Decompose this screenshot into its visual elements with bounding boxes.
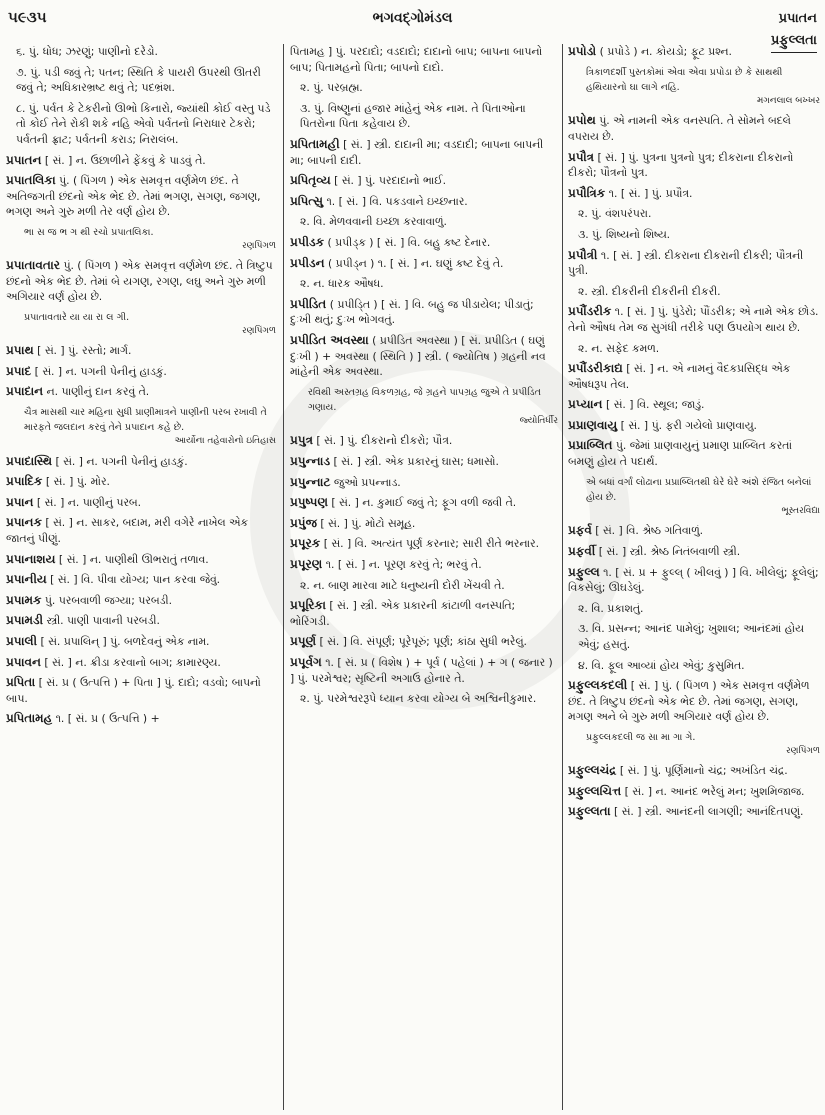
dictionary-entry (6, 153, 276, 169)
entry-definition: [ સં. ] પું. ( પિંગળ ) એક સમવૃત્ત વર્ણમેળ છંદ. તે ત્રિષ્ટુપ છંદનો એક ભેદ છે. તેમાં જગણ, સગણ, મગણ અને બે ગુરુ મળી અગિયાર વર્ણ હોય છે. (568, 679, 810, 724)
entry-headword: પ્રપાવન (6, 654, 41, 669)
entry-definition: ૧. [ સં. ] સ્ત્રી. દીકરાના દીકરાની દીકરી; પૌત્રની પુત્રી. (568, 248, 804, 278)
dictionary-entry (290, 634, 558, 650)
entry-definition: [ સં. ] પું. પરદાદાનો ભાઈ. (334, 174, 447, 188)
entry-definition: [ સં. ] સ્ત્રી. શ્રેષ્ઠ નિતંબવાળી સ્ત્રી. (598, 545, 741, 559)
entry-headword: પ્રપાથ (6, 343, 34, 358)
entry-headword: પ્રપુત્ર (290, 433, 313, 448)
entry-source: ભૂસ્તરવિદ્યા (781, 505, 820, 516)
entry-headword: પ્રપાનીય (6, 572, 47, 587)
entry-definition: ૧. [ સં. ] પું. પુંડેરો; પૌંડરીક; એ નામે એક છોડ. તેનો ઔષધ તેમ જ સુગંધી તરીકે પણ ઉપયોગ થાય છે. (568, 305, 819, 334)
dictionary-entry (568, 227, 820, 243)
entry-definition: ( પ્રપીડ્ક ) [ સં. ] વિ. બહુ કષ્ટ દેનાર. (327, 235, 491, 249)
dictionary-entry (6, 613, 276, 629)
entry-source: રણપિંગળ (242, 325, 276, 336)
dictionary-entry (568, 763, 820, 779)
entry-definition: [ સં. ] ન. કુમાઈ જવું તે; ફૂગ વળી જવી તે. (331, 496, 517, 510)
dictionary-entry (568, 44, 820, 60)
entry-definition: [ સં. ] ન. પાણીથી ઊભરાતું તળાવ. (58, 552, 209, 566)
entry-headword: પ્રપુન્નાડ (290, 454, 331, 469)
dictionary-entry (568, 113, 820, 144)
dictionary-entry (290, 333, 558, 380)
dictionary-entry (568, 804, 820, 820)
dictionary-entry (568, 186, 820, 202)
entry-headword: પ્રપાદ (6, 363, 32, 378)
dictionary-entry (290, 137, 558, 168)
entry-definition: ન. પાણીનું દાન કરવું તે. (46, 385, 150, 399)
dictionary-entry (568, 544, 820, 560)
page-title: ભગવદ્ગોમંડલ (372, 10, 453, 26)
dictionary-entry (6, 258, 276, 305)
dictionary-entry (6, 572, 276, 588)
entry-definition: ૧. [ સં. પ્ર ( ઉત્પત્તિ ) + (55, 712, 160, 726)
entry-definition: ૩. પું. વિષ્ણુનાં હજાર માંહેનું એક નામ. તે પિતાઓના પિતરોના પિતા કહેવાય છે. (300, 101, 526, 131)
entry-sense: ૨. ન. બાણ મારવા માટે ધનુષ્યની દોરી ખેંચવી તે. (300, 578, 505, 592)
entry-headword: પ્રપોથ (568, 113, 596, 128)
entry-headword: પ્રપીડક (290, 234, 325, 249)
dictionary-entry (568, 418, 820, 434)
entry-headword: પ્રપૂર્વગ (290, 655, 322, 669)
dictionary-entry (6, 495, 276, 511)
entry-headword: પ્રપિતૃવ્ય (290, 173, 331, 188)
entry-definition: સ્ત્રી. પાણી પાવાની પરબડી. (46, 614, 160, 628)
entry-sense: ૨. ન. ધારક ઔષધ. (300, 277, 384, 291)
entry-definition: [ સં. ] વિ. સ્થૂલ; જાડું. (605, 398, 705, 412)
entry-source: આર્યોના તહેવારોનો ઇતિહાસ (174, 436, 276, 447)
dictionary-entry (290, 557, 558, 573)
dictionary-entry (290, 433, 558, 449)
dictionary-entry (6, 44, 276, 60)
column-3 (568, 44, 820, 1110)
entry-quotation: ચૈત્ર માસથી ચાર મહિના સુધી પ્રાણીમાત્રને પાણીની પરબ રખાવી તે મારફતે જલદાન કરવું તેને પ્રપાદાન કહે છે. (24, 406, 267, 434)
entry-quotation: રવિથી અસ્તગ્રહ વિકળગ્રહ, જે ગ્રહને પાપગ્રહ જુએ તે પ્રપીડિત ગણાય. (308, 386, 541, 414)
entry-definition: [ સં. ] ન. આનંદ ભરેલું મન; ખુશમિજાજ. (624, 784, 805, 798)
entry-headword: પ્રપુન્નાટ (290, 474, 331, 489)
dictionary-entry (568, 784, 820, 800)
entry-definition: [ સં. ] ન. ઉછાળીને ફેંકવું કે પાડવું તે. (44, 153, 206, 167)
entry-definition: [ સં. ] ન. સાકર, બદામ, મરી વગેરે નાખેલ એક જાતનું પીણું. (6, 516, 248, 546)
entry-headword: પ્રપૂરક (290, 536, 321, 551)
entry-sense: ૨. પું. પરમેશ્વરરૂપે ધ્યાન કરવા યોગ્ય બે અશ્વિનીકુમાર. (300, 692, 537, 706)
dictionary-entry (290, 475, 558, 491)
dictionary-entry (290, 598, 558, 629)
dictionary-entry (6, 515, 276, 546)
entry-definition: [ સં. ] પું. પુત્રના પુત્રનો પુત્ર; દીકરાના દીકરાનો દીકરો; પૌત્રનો પુત્ર. (568, 150, 794, 180)
entry-definition: [ સં. ] સ્ત્રી. એક પ્રકારનું ઘાસ; ધમાસો. (333, 455, 499, 469)
dictionary-entry (290, 256, 558, 272)
entry-headword: પ્રપિતા (6, 675, 36, 690)
dictionary-entry (568, 397, 820, 413)
entry-definition: પું. જેમાં પ્રાણવાયુનું પ્રમાણ પ્રાબ્લિત કરતાં બમણું હોય તે પદાર્થ. (568, 439, 792, 469)
page-number: ૫૯૩૫ (8, 8, 47, 26)
entry-headword: પ્રપુષ્પણ (290, 495, 328, 510)
entry-quotation: પ્રપાતાવતારે યા યા રા લ ગી. (24, 311, 130, 323)
entry-definition: ૮. પું. પર્વત કે ટેકરીનો ઊભો કિનારો, જ્યાંથી કોઈ વસ્તુ પડે તો કોઈ તેને રોકી શકે નહિ એવો પર્વતનો નિરાધાર ટેકરો; પર્વતની ફ્રાટ; પર્વતની કરાડ; નિરાલંબ. (16, 101, 271, 146)
entry-headword: પ્રપૂરિકા (290, 598, 326, 613)
entry-definition: ૧. [ સં. ] ન. પૂરણ કરવું તે; ભરવું તે. (325, 558, 482, 572)
dictionary-entry (290, 101, 558, 132)
entry-definition: [ સં. ] સ્ત્રી. દાદાની મા; વડદાદી; બાપના બાપની મા; બાપની દાદી. (290, 137, 544, 167)
entry-headword: પ્રપાલી (6, 634, 38, 648)
entry-definition: ૧. [ સં. ] પું. પ્રપૌત્ર. (608, 186, 693, 200)
entry-sense: ૨. સ્ત્રી. દીકરીની દીકરીની દીકરી. (578, 284, 721, 298)
entry-quotation: ત્રિકાળદર્શી પુસ્તકોમાં એવા એવા પ્રપોડા છે કે સાથથી હથિયારનો ઘા લાગે નહિ. (586, 66, 783, 94)
entry-definition: [ સં. ] પું. દીકરાનો દીકરો; પૌત્ર. (316, 434, 453, 448)
entry-headword: પ્રફર્વ (568, 523, 592, 538)
entry-headword: પ્રપૌત્ર (568, 149, 595, 164)
entry-definition: ૩. વિ. પ્રસન્ન; આનંદ પામેલું; ખુશાલ; આનંદમાં હોય એવું; હસતું. (578, 622, 804, 651)
entry-headword: પ્રપામક (6, 592, 42, 607)
entry-definition: [ સં. ] સ્ત્રી. એક પ્રકારની કાંટાળી વનસ્પતિ; ભોરિંગડી. (290, 599, 516, 628)
guide-word-last: પ્રફુલ્લતા (771, 30, 817, 53)
entry-definition: ૭. પું. પડી જવું તે; પતન; સ્થિતિ કે પાયરી ઉપરથી ઊતરી જવું તે; અધિકારભ્રષ્ટ થવું તે; પદભ્રંશ. (16, 65, 261, 95)
entry-headword: પ્રપિતામહી (290, 136, 340, 151)
entry-sense: ૨. પું. વંશપરંપરા. (578, 207, 652, 221)
entry-definition: ૧. [ સં. પ્ર + ફુલ્લ્ ( ખીલવું ) ] વિ. ખીલેલું; ફૂલેલું; વિકસેલું; ઊઘડેલું. (568, 565, 819, 595)
entry-definition: [ સં. પ્ર ( ઉત્પત્તિ ) + પિતા ] પું. દાદો; વડવો; બાપનો બાપ. (6, 676, 261, 705)
column-2 (290, 44, 558, 1110)
dictionary-entry (6, 173, 276, 220)
entry-headword: પ્રપીડિત (290, 296, 327, 311)
entry-headword: પ્રપૌત્રિક (568, 185, 606, 200)
entry-definition: પું. એ નામની એક વનસ્પતિ. તે સોમને બદલે વપરાય છે. (568, 114, 791, 143)
entry-definition: ( પ્રપીડિત અવસ્થા ) [ સં. પ્રપીડિત ( ઘણું દુઃખી ) + અવસ્થા ( સ્થિતિ ) ] સ્ત્રી. ( જ્યોતિષ ) ગ્રહની નવ માંહેની એક અવસ્થા. (290, 333, 546, 379)
entry-definition: પું. પરબવાળી જગ્યા; પરબડી. (44, 593, 172, 607)
entry-definition: [ સં. ] પું. પૂર્ણિમાનો ચંદ્ર; અખંડિત ચંદ્ર. (619, 764, 788, 778)
dictionary-entry (6, 711, 276, 727)
dictionary-entry (6, 655, 276, 671)
dictionary-entry (290, 194, 558, 210)
entry-headword: પ્રપાનક (6, 515, 42, 530)
dictionary-entry (6, 634, 276, 650)
entry-headword: પ્રફુલ્લકદલી (568, 678, 628, 693)
entry-headword: પ્રપોડો (568, 44, 597, 58)
dictionary-entry (290, 173, 558, 189)
entry-headword: પ્રપ્રાબ્લિત (568, 438, 613, 453)
entry-sense: ૨. વિ. મેળવવાની ઇચ્છા કરવાવાળું. (300, 215, 447, 229)
entry-definition: ( પ્રપીડ્ન ) ૧. [ સં. ] ન. ઘણું કષ્ટ દેવું તે. (327, 256, 504, 270)
entry-headword: પ્રપાતાવતાર (6, 258, 60, 273)
entry-source: રણપિંગળ (242, 240, 276, 251)
dictionary-entry (6, 364, 276, 380)
dictionary-entry (6, 454, 276, 470)
entry-quotation: ભા સ જ ભ ગ થી રચો પ્રપાતલિકા. (24, 226, 154, 238)
dictionary-entry (568, 678, 820, 725)
entry-headword: પ્રફુલ્લ (568, 564, 600, 579)
entry-headword: પ્રપાદાન (6, 384, 44, 399)
entry-definition: ૧. [ સં. ] વિ. પકડવાને ઇચ્છનાર. (326, 194, 468, 208)
entry-source: રણપિંગળ (786, 745, 820, 756)
entry-definition: પું. ( પિંગળ ) એક સમવૃત્ત વર્ણમેળ છંદ. તે અતિજગતી છંદનો એક ભેદ છે. તેમાં ભગણ, સગણ, જગણ, ભગણ અને ગુરુ મળી તેર વર્ણ હોય છે. (6, 174, 261, 219)
dictionary-entry (568, 304, 820, 335)
entry-sense: ૨. ન. સફેદ કમળ. (578, 341, 660, 355)
entry-headword: પ્રફુલ્લતા (568, 804, 611, 819)
dictionary-entry (6, 101, 276, 148)
dictionary-entry (6, 384, 276, 400)
entry-quotation: પ્રફુલ્લકદલી જ સા મા ગા ગે. (586, 731, 696, 743)
entry-headword: પ્રફુલ્લચંદ્ર (568, 763, 617, 778)
dictionary-entry (6, 552, 276, 568)
column-divider (562, 44, 563, 1110)
dictionary-entry (568, 565, 820, 596)
entry-definition: [ સં. ] સ્ત્રી. આનંદની લાગણી; આનંદિતપણું. (614, 805, 804, 819)
entry-definition: [ સં. ] વિ. સંપૂર્ણ; પૂરેપૂરું; પૂર્ણ; કાંઠા સુધી ભરેલું. (319, 635, 527, 649)
entry-definition: [ સં. ] ન. પગની પેનીનું હાડકું. (34, 364, 167, 378)
entry-headword: પ્રપિતામહ (6, 711, 53, 726)
entry-definition: [ સં. ] ન. ક્રીડા કરવાનો બાગ; કામારણ્ય. (44, 655, 221, 669)
entry-headword: પ્રપાતન (6, 152, 42, 167)
entry-headword: પ્રપ્યાન (568, 397, 603, 412)
entry-headword: પ્રપિત્સુ (290, 193, 324, 208)
dictionary-entry (290, 516, 558, 532)
entry-definition: જુઓ પ્રપન્નાડ. (333, 475, 401, 489)
entry-definition: ૨. પું. પરબ્રહ્મ. (300, 81, 363, 95)
dictionary-entry (6, 474, 276, 490)
entry-headword: પ્રપાનાશય (6, 551, 56, 566)
entry-definition: ( પ્રપીડ્તિ ) [ સં. ] વિ. બહુ જ પીડાયેલ; પીડાતું; દુઃખી થતું; દુઃખ ભોગવતું. (290, 297, 534, 327)
entry-headword: પ્રપૂરણ (290, 557, 323, 572)
entry-definition: ૪. વિ. ફૂલ આવ્યાં હોય એવું; કુસુમિત. (578, 658, 745, 672)
dictionary-entry (290, 454, 558, 470)
dictionary-entry (568, 361, 820, 392)
dictionary-entry (568, 658, 820, 674)
entry-quotation: એ બધાં વર્ગાં લોઢાના પ્રપ્રાબ્લિતથી ઘેરે ઘેરે અંશે રંજિત બનેલાં હોય છે. (586, 476, 812, 504)
entry-definition: [ સં. ] ન. પગની પેનીનું હાડકું. (55, 454, 188, 468)
dictionary-entry (290, 536, 558, 552)
entry-definition: [ સં. પ્રપાલિન્ ] પું. બળદેવનું એક નામ. (40, 635, 210, 648)
entry-definition: [ સં. ] પું. રસ્તો; માર્ગ. (37, 344, 132, 358)
dictionary-entry (6, 65, 276, 96)
entry-definition: ૩. પું. શિષ્યનો શિષ્ય. (578, 227, 671, 241)
dictionary-entry (6, 343, 276, 359)
dictionary-entry (290, 297, 558, 328)
entry-headword: પ્રપાદિક (6, 474, 43, 489)
dictionary-entry (290, 495, 558, 511)
entry-headword: પ્રપીડિત અવસ્થા (290, 332, 369, 347)
entry-definition: ( પ્રપોડે ) ન. કોયડો; ફૂટ પ્રશ્ન. (599, 45, 732, 58)
entry-definition: [ સં. ] વિ. પીવા યોગ્ય; પાન કરવા જેવું. (50, 573, 221, 587)
entry-definition: ૧. [ સં. પ્ર ( વિશેષ ) + પૂર્વ ( પહેલાં ) + ગ ( જનાર ) ] પું. પરમેશ્વર; સૃષ્ટિની અગાઉ હોનાર તે. (290, 656, 553, 685)
entry-definition: [ સં. ] વિ. શ્રેષ્ઠ ગતિવાળું. (595, 524, 704, 538)
dictionary-entry (568, 150, 820, 181)
entry-source: મગનલાલ બખ્ખર (756, 95, 820, 106)
dictionary-entry (6, 593, 276, 609)
guide-word-first: પ્રપાતન (778, 11, 817, 26)
entry-headword: પ્રપાતલિકા (6, 173, 56, 188)
entry-headword: પ્રપૌંડરીક (568, 304, 612, 319)
entry-definition: પું. ( પિંગળ ) એક સમવૃત્ત વર્ણમેળ છંદ. તે ત્રિષ્ટુપ છંદનો એક ભેદ છે. તેમાં બે યગણ, રગણ, લઘુ અને ગુરુ મળી અગિયાર વર્ણ હોય છે. (6, 259, 273, 304)
entry-headword: પ્રપૌત્રી (568, 247, 598, 262)
column-1 (6, 44, 276, 1110)
entry-definition: પિતામહ ] પું. પરદાદો; વડદાદો; દાદાનો બાપ; બાપના બાપનો બાપ; પિતામહનો પિતા; બાપનો દાદો. (290, 45, 543, 74)
entry-source: જ્યોતિર્ધીર (519, 415, 558, 426)
dictionary-entry (290, 44, 558, 75)
column-divider (283, 44, 284, 1110)
entry-headword: પ્રપામડી (6, 613, 44, 628)
entry-headword: પ્રપુંજ (290, 515, 317, 530)
entry-headword: પ્રપાન (6, 494, 34, 509)
entry-headword: પ્રફુલ્લચિત્ત (568, 783, 622, 798)
entry-headword: પ્રપ્રાણવાયુ (568, 417, 618, 432)
entry-definition: [ સં. ] પું. ફરી ગયેલો પ્રાણવાયુ. (620, 418, 757, 432)
dictionary-entry (6, 675, 276, 706)
dictionary-entry (568, 523, 820, 539)
entry-definition: ૬. પું. ધોધ; ઝરણું; પાણીનો દરેડો. (16, 45, 158, 58)
entry-sense: ૨. વિ. પ્રકાશતું. (578, 601, 644, 615)
entry-definition: [ સં. ] પું. મોટો સમૂહ. (320, 516, 416, 530)
dictionary-entry (568, 621, 820, 652)
dictionary-entry (568, 248, 820, 279)
dictionary-entry (290, 235, 558, 251)
entry-headword: પ્રપાદાસ્થિ (6, 453, 53, 468)
dictionary-entry (290, 655, 558, 686)
entry-headword: પ્રપૂર્ણ (290, 634, 317, 649)
dictionary-entry (568, 438, 820, 469)
entry-headword: પ્રપૌંડરીકાદ્ય (568, 361, 623, 376)
entry-headword: પ્રપીડન (290, 255, 325, 270)
entry-definition: [ સં. ] ન. પાણીનું પરબ. (36, 495, 142, 509)
dictionary-entry (290, 80, 558, 96)
entry-definition: [ સં. ] પું. મોર. (45, 475, 110, 489)
entry-definition: [ સં. ] ન. એ નામનું વૈદકપ્રસિદ્ધ એક ઔષધરૂપ તેલ. (568, 362, 791, 391)
entry-headword: પ્રફર્વી (568, 544, 596, 559)
entry-definition: [ સં. ] વિ. અત્યંત પૂર્ણ કરનાર; સારી રીતે ભરનાર. (323, 537, 540, 551)
